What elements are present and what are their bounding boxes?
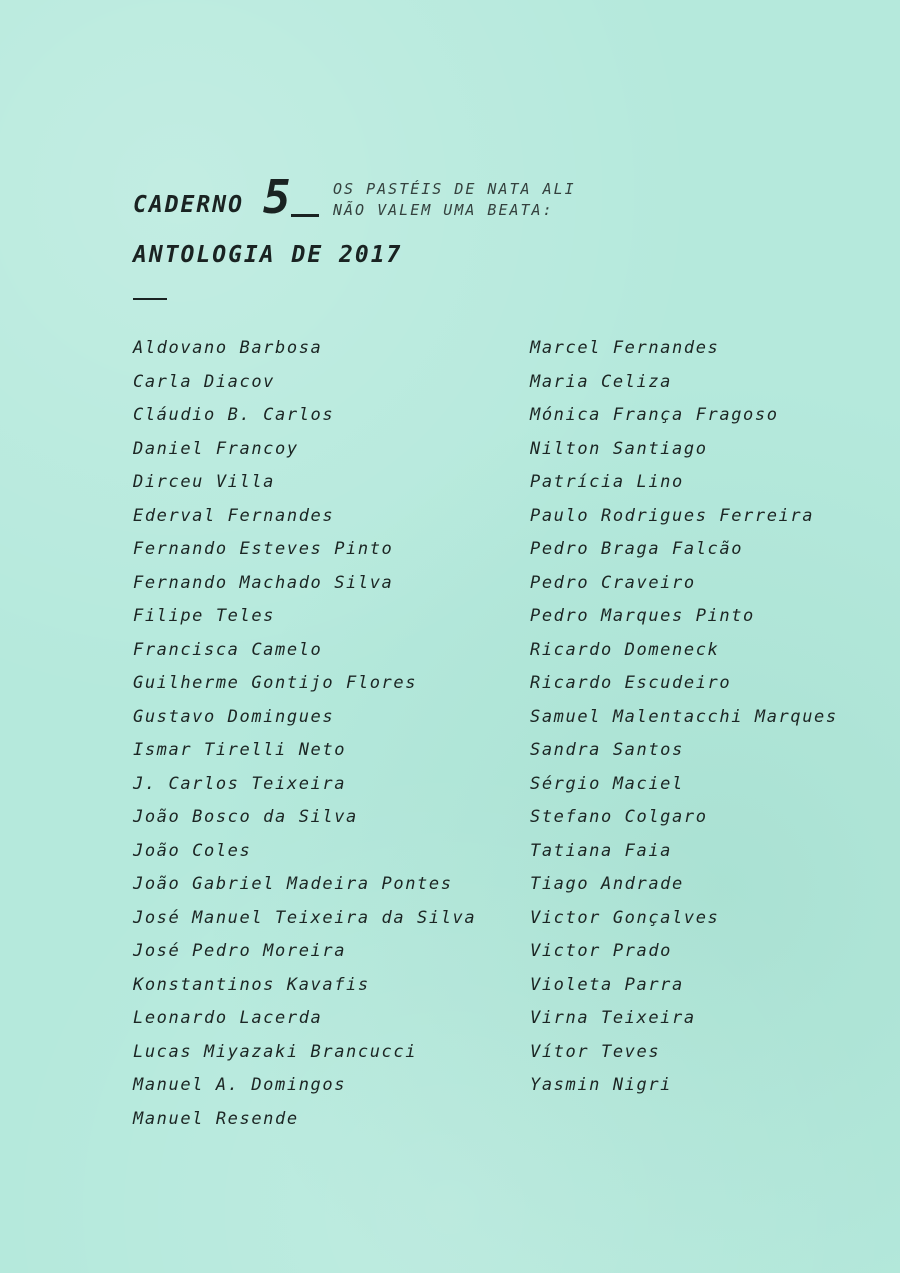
section-divider — [133, 298, 167, 300]
author-name: Samuel Malentacchi Marques — [530, 706, 838, 727]
author-name: Yasmin Nigri — [530, 1075, 673, 1095]
author-name: Sandra Santos — [530, 740, 684, 760]
author-name: João Bosco da Silva — [133, 807, 358, 827]
anthology-title: ANTOLOGIA DE 2017 — [133, 242, 403, 268]
subtitle-line-1: OS PASTÉIS DE NATA ALI — [333, 180, 576, 198]
author-name: Nilton Santiago — [530, 438, 708, 459]
author-name: Sérgio Maciel — [530, 773, 684, 794]
author-name: José Manuel Teixeira da Silva — [133, 907, 477, 928]
number-underline — [291, 214, 319, 217]
author-name: Stefano Colgaro — [530, 807, 708, 827]
author-name: José Pedro Moreira — [133, 941, 347, 961]
author-name: Dirceu Villa — [133, 472, 276, 492]
author-name: Manuel Resende — [133, 1108, 299, 1129]
subtitle — [333, 179, 576, 221]
author-name: Carla Diacov — [133, 371, 276, 392]
author-name: Konstantinos Kavafis — [133, 974, 370, 995]
author-name: Filipe Teles — [133, 606, 276, 626]
author-name: J. Carlos Teixeira — [133, 773, 347, 794]
author-name: Leonardo Lacerda — [133, 1008, 323, 1028]
author-name: Mónica França Fragoso — [530, 405, 779, 425]
author-name: Violeta Parra — [530, 974, 684, 995]
subtitle-line-2: NÃO VALEM UMA BEATA: — [333, 201, 554, 219]
author-name: Tiago Andrade — [530, 874, 684, 894]
author-name: Marcel Fernandes — [530, 338, 720, 358]
author-name: Manuel A. Domingos — [133, 1075, 347, 1095]
author-name: Pedro Marques Pinto — [530, 606, 755, 626]
author-name: Aldovano Barbosa — [133, 338, 323, 358]
header — [133, 172, 733, 272]
author-name: João Coles — [133, 840, 252, 861]
author-name: Victor Prado — [530, 941, 673, 961]
author-name: Victor Gonçalves — [530, 907, 720, 928]
author-name: Daniel Francoy — [133, 438, 299, 459]
author-name: Francisca Camelo — [133, 639, 323, 660]
author-name: Fernando Machado Silva — [133, 572, 394, 593]
author-name: Vítor Teves — [530, 1041, 661, 1062]
author-name: Patrícia Lino — [530, 472, 684, 492]
author-name: Lucas Miyazaki Brancucci — [133, 1041, 418, 1062]
caderno-number: 5 — [263, 170, 291, 224]
author-name: Ricardo Escudeiro — [530, 673, 732, 693]
author-name: Fernando Esteves Pinto — [133, 539, 394, 559]
caderno-label: CADERNO — [133, 192, 244, 218]
author-name: Ismar Tirelli Neto — [133, 740, 347, 760]
author-name: Gustavo Domingues — [133, 706, 335, 727]
author-name: Maria Celiza — [530, 371, 673, 392]
author-list-right — [530, 335, 838, 1106]
author-name: Guilherme Gontijo Flores — [133, 673, 418, 693]
author-name: João Gabriel Madeira Pontes — [133, 874, 453, 894]
author-name: Ricardo Domeneck — [530, 639, 720, 660]
author-name: Ederval Fernandes — [133, 505, 335, 526]
author-name: Paulo Rodrigues Ferreira — [530, 505, 815, 526]
author-name: Pedro Craveiro — [530, 572, 696, 593]
author-name: Pedro Braga Falcão — [530, 539, 744, 559]
author-list-left — [133, 335, 476, 1139]
author-name: Virna Teixeira — [530, 1008, 696, 1028]
author-name: Cláudio B. Carlos — [133, 405, 335, 425]
author-name: Tatiana Faia — [530, 840, 673, 861]
